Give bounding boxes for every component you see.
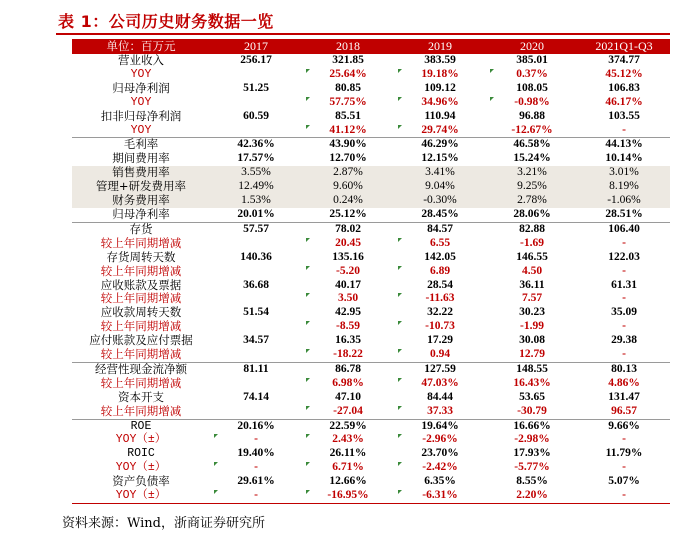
comment-marker-icon (398, 125, 402, 129)
value-cell (394, 237, 486, 251)
value-text: 47.03% (421, 376, 459, 389)
value-cell (302, 405, 394, 419)
value-cell: 61.31 (611, 278, 637, 291)
comment-marker-icon (398, 434, 402, 438)
table-row (72, 194, 670, 208)
value-cell (210, 265, 302, 279)
value-cell (210, 405, 302, 419)
value-cell: 110.94 (424, 109, 456, 122)
value-text: -2.42% (422, 461, 458, 474)
value-cell (210, 320, 302, 334)
comment-marker-icon (214, 434, 218, 438)
table-row (72, 292, 670, 306)
value-text: -27.04 (333, 404, 363, 417)
value-text: 57.75% (329, 95, 367, 108)
value-cell (210, 348, 302, 362)
value-cell: 57.57 (210, 222, 302, 236)
value-cell: -5.77% (514, 461, 550, 474)
value-text: 25.64% (329, 67, 367, 80)
value-text: 34.96% (421, 95, 459, 108)
comment-marker-icon (306, 406, 310, 410)
value-cell: - (622, 461, 626, 474)
comment-marker-icon (306, 69, 310, 73)
row-label: YOY (130, 123, 152, 137)
value-text: -6.31% (422, 489, 458, 502)
comment-marker-icon (490, 97, 494, 101)
row-label: ROIC (127, 447, 155, 461)
table-row (72, 489, 670, 503)
value-cell: 3.21% (486, 166, 578, 180)
value-cell: 140.36 (240, 250, 272, 263)
value-cell (302, 237, 394, 251)
value-cell: 44.13% (578, 138, 670, 152)
value-cell: 96.88 (519, 109, 545, 122)
value-cell: 8.19% (578, 180, 670, 194)
value-cell: 11.79% (605, 447, 643, 460)
row-label: 存货周转天数 (106, 249, 176, 264)
value-cell: - (622, 292, 626, 305)
value-cell (210, 96, 302, 110)
source-note: 资料来源：Wind，浙商证券研究所 (62, 516, 265, 531)
value-cell (302, 377, 394, 391)
value-text: - (254, 489, 258, 502)
value-cell (394, 461, 486, 475)
value-cell: 80.13 (578, 362, 670, 376)
value-cell (394, 348, 486, 362)
value-cell: -2.98% (514, 433, 550, 446)
row-label: 较上年同期增减 (100, 291, 182, 306)
value-cell (302, 489, 394, 503)
value-text: -16.95% (327, 489, 369, 502)
value-cell: 30.23 (519, 306, 545, 319)
value-cell: 17.29 (427, 334, 453, 347)
table-header-row (72, 39, 670, 54)
table-row (72, 377, 670, 391)
value-cell (394, 265, 486, 279)
value-cell: 135.16 (332, 250, 364, 263)
value-cell: 85.51 (335, 109, 361, 122)
table-row (72, 475, 670, 489)
value-cell: - (622, 433, 626, 446)
comment-marker-icon (398, 266, 402, 270)
value-cell: 53.65 (519, 390, 545, 403)
value-cell: 47.10 (335, 390, 361, 403)
value-cell (394, 320, 486, 334)
value-cell: 5.07% (608, 475, 640, 488)
value-cell: 82.88 (486, 222, 578, 236)
value-cell: 42.95 (335, 306, 361, 319)
value-text: 19.18% (421, 67, 459, 80)
value-cell: 51.54 (243, 306, 269, 319)
value-text: 6.98% (332, 376, 364, 389)
value-cell: 46.58% (486, 138, 578, 152)
value-cell: 12.15% (421, 152, 459, 165)
row-label: 归母净利率 (112, 206, 170, 221)
table-row (72, 166, 670, 180)
value-cell: 46.29% (394, 138, 486, 152)
comment-marker-icon (306, 378, 310, 382)
table-row (72, 265, 670, 279)
table-row (72, 391, 670, 405)
comment-marker-icon (306, 462, 310, 466)
value-cell: 3.01% (578, 166, 670, 180)
row-label: 较上年同期增减 (100, 235, 182, 250)
table-row (72, 110, 670, 124)
value-text: - (254, 461, 258, 474)
value-cell (394, 124, 486, 138)
value-cell: 28.51% (605, 207, 643, 220)
comment-marker-icon (306, 97, 310, 101)
comment-marker-icon (398, 321, 402, 325)
comment-marker-icon (214, 462, 218, 466)
value-cell (302, 124, 394, 138)
value-cell: 32.22 (427, 306, 453, 319)
row-label: 较上年同期增减 (100, 263, 182, 278)
value-cell (210, 461, 302, 475)
value-cell: 385.01 (516, 54, 548, 66)
value-cell: 60.59 (243, 109, 269, 122)
row-label: 较上年同期增减 (100, 319, 182, 334)
value-cell: - (622, 320, 626, 333)
value-cell: 374.77 (608, 54, 640, 66)
value-text: 37.33 (427, 404, 453, 417)
value-cell (486, 96, 578, 110)
value-cell: 3.55% (210, 166, 302, 180)
row-label: 经营性现金流净额 (72, 362, 210, 376)
financial-data-table (72, 39, 670, 504)
value-cell: 131.47 (608, 390, 640, 403)
value-cell: 78.02 (302, 222, 394, 236)
value-cell: 127.59 (394, 362, 486, 376)
value-cell: 35.09 (611, 306, 637, 319)
value-text: 3.50 (337, 292, 359, 305)
table-row (72, 208, 670, 222)
row-label: 营业收入 (118, 53, 164, 67)
value-cell: 81.11 (210, 362, 302, 376)
value-cell: 17.93% (513, 447, 551, 460)
row-label: 期间费用率 (112, 151, 170, 166)
value-cell (394, 377, 486, 391)
value-cell: 46.17% (605, 95, 643, 108)
table-row (72, 334, 670, 348)
comment-marker-icon (398, 293, 402, 297)
row-label: YOY (130, 95, 152, 109)
value-cell: 7.57 (521, 292, 543, 305)
value-cell: 8.55% (516, 475, 548, 488)
value-cell: 16.66% (486, 419, 578, 433)
table-row (72, 96, 670, 110)
value-cell (394, 292, 486, 306)
value-cell: 51.25 (243, 81, 269, 94)
value-cell: 84.57 (394, 222, 486, 236)
value-cell: 19.64% (394, 419, 486, 433)
value-cell: 103.55 (608, 109, 640, 122)
table-row (72, 362, 670, 376)
value-cell: -1.99 (520, 320, 544, 333)
value-cell: 45.12% (605, 67, 643, 80)
row-label: 较上年同期增减 (100, 403, 182, 418)
table-row (72, 419, 670, 433)
comment-marker-icon (398, 97, 402, 101)
value-cell: 146.55 (516, 250, 548, 263)
value-cell: 4.86% (608, 376, 640, 389)
comment-marker-icon (398, 378, 402, 382)
table-row (72, 279, 670, 293)
comment-marker-icon (398, 462, 402, 466)
value-cell: 26.11% (329, 447, 367, 460)
value-cell (210, 433, 302, 447)
table-row (72, 222, 670, 236)
value-cell: 106.83 (608, 81, 640, 94)
comment-marker-icon (398, 349, 402, 353)
value-cell: 29.38 (611, 334, 637, 347)
row-label: 毛利率 (72, 138, 210, 152)
value-cell: 30.08 (519, 334, 545, 347)
value-cell (210, 68, 302, 82)
value-cell: 4.50 (521, 264, 543, 277)
value-cell: 2.87% (302, 166, 394, 180)
title-rule (56, 33, 670, 35)
value-cell: 122.03 (608, 250, 640, 263)
value-cell: 15.24% (513, 152, 551, 165)
comment-marker-icon (490, 69, 494, 73)
row-label: YOY（±） (115, 461, 167, 475)
row-label: 存货 (72, 222, 210, 236)
value-text: 6.55 (429, 236, 451, 249)
row-label: YOY（±） (72, 489, 210, 503)
value-cell: -0.30% (394, 194, 486, 208)
comment-marker-icon (306, 266, 310, 270)
value-cell: 108.05 (516, 81, 548, 94)
value-cell (302, 265, 394, 279)
value-cell (302, 292, 394, 306)
value-text: 29.74% (421, 123, 459, 136)
value-cell: 34.57 (243, 334, 269, 347)
value-cell: -1.69 (520, 236, 544, 249)
row-label: YOY（±） (115, 433, 167, 447)
comment-marker-icon (214, 490, 218, 494)
value-text: 20.45 (335, 236, 361, 249)
comment-marker-icon (306, 434, 310, 438)
value-cell: 80.85 (335, 81, 361, 94)
value-text: 6.71% (332, 461, 364, 474)
unit-label: 单位：百万元 (72, 39, 210, 54)
value-cell: 16.35 (335, 334, 361, 347)
row-label: 资产负债率 (112, 474, 170, 489)
value-cell: 256.17 (240, 54, 272, 66)
comment-marker-icon (398, 69, 402, 73)
row-label: 归母净利润 (112, 80, 170, 95)
row-label: 资本开支 (118, 389, 164, 404)
row-label: 管理+研发费用率 (72, 180, 210, 194)
value-cell (394, 68, 486, 82)
value-cell: 43.90% (302, 138, 394, 152)
year-header: 2021Q1-Q3 (578, 39, 670, 54)
value-cell (210, 489, 302, 503)
value-cell: 148.55 (486, 362, 578, 376)
value-cell: -30.79 (517, 404, 547, 417)
value-cell (302, 348, 394, 362)
row-label: 较上年同期增减 (100, 375, 182, 390)
value-cell (486, 68, 578, 82)
value-cell: 0.24% (302, 194, 394, 208)
value-cell (210, 292, 302, 306)
value-cell (302, 68, 394, 82)
value-cell (210, 237, 302, 251)
value-cell: 2.78% (486, 194, 578, 208)
value-cell: 12.79 (519, 348, 545, 361)
table-row (72, 306, 670, 320)
value-cell: 12.70% (329, 152, 367, 165)
row-label: 财务费用率 (72, 194, 210, 208)
table-row (72, 320, 670, 334)
value-text: 0.37% (516, 67, 548, 80)
value-cell: 22.59% (302, 419, 394, 433)
row-label: 应收账款及票据 (100, 277, 182, 292)
table-row (72, 348, 670, 362)
year-header: 2020 (486, 39, 578, 54)
value-cell: -12.67% (511, 123, 553, 136)
value-cell: 16.43% (513, 376, 551, 389)
value-cell: 19.40% (237, 447, 275, 460)
value-cell (302, 320, 394, 334)
value-cell: 23.70% (421, 447, 459, 460)
value-cell: 28.06% (513, 207, 551, 220)
value-cell: 12.66% (329, 475, 367, 488)
value-cell (394, 405, 486, 419)
value-cell (394, 96, 486, 110)
row-label: 销售费用率 (72, 166, 210, 180)
value-cell: 142.05 (424, 250, 456, 263)
table-row (72, 152, 670, 166)
value-cell: 96.57 (611, 404, 637, 417)
value-cell: -1.06% (578, 194, 670, 208)
value-cell: 12.49% (210, 180, 302, 194)
value-cell (210, 377, 302, 391)
value-text: -18.22 (333, 348, 363, 361)
value-cell: 3.41% (394, 166, 486, 180)
value-cell: 86.78 (302, 362, 394, 376)
value-cell: 10.14% (605, 152, 643, 165)
value-text: -8.59 (336, 320, 360, 333)
value-cell: 383.59 (424, 54, 456, 66)
value-cell: 84.44 (427, 390, 453, 403)
value-cell: 20.01% (237, 207, 275, 220)
table-row (72, 405, 670, 419)
table-row (72, 138, 670, 152)
comment-marker-icon (306, 238, 310, 242)
table-title: 表 1：公司历史财务数据一览 (58, 12, 274, 31)
value-text: 2.43% (332, 433, 364, 446)
value-cell: 109.12 (424, 81, 456, 94)
value-cell: - (622, 264, 626, 277)
value-cell (302, 461, 394, 475)
comment-marker-icon (306, 490, 310, 494)
row-label: YOY (130, 67, 152, 81)
row-label: 扣非归母净利润 (100, 108, 182, 123)
value-cell (302, 433, 394, 447)
table-row (72, 82, 670, 96)
value-cell: 42.36% (210, 138, 302, 152)
year-header: 2018 (302, 39, 394, 54)
table-row (72, 54, 670, 68)
value-cell: 321.85 (332, 54, 364, 66)
value-cell: 25.12% (329, 207, 367, 220)
year-header: 2019 (394, 39, 486, 54)
value-text: - (254, 433, 258, 446)
value-text: 6.89 (429, 264, 451, 277)
table-row (72, 461, 670, 475)
value-cell (302, 96, 394, 110)
value-cell: - (622, 348, 626, 361)
value-text: 41.12% (329, 123, 367, 136)
table-row (72, 237, 670, 251)
value-cell (394, 489, 486, 503)
value-text: -2.96% (422, 433, 458, 446)
table-row (72, 124, 670, 138)
table-row (72, 447, 670, 461)
value-cell: 106.40 (578, 222, 670, 236)
value-cell: 29.61% (237, 475, 275, 488)
value-cell: 17.57% (237, 152, 275, 165)
value-cell: 20.16% (210, 419, 302, 433)
value-cell: 1.53% (210, 194, 302, 208)
comment-marker-icon (398, 406, 402, 410)
value-text: 0.94 (429, 348, 451, 361)
value-cell (394, 433, 486, 447)
value-cell: 36.11 (519, 278, 545, 291)
row-label: 应收款周转天数 (100, 305, 182, 320)
value-cell: 28.45% (421, 207, 459, 220)
comment-marker-icon (398, 490, 402, 494)
comment-marker-icon (306, 349, 310, 353)
value-cell: 9.66% (578, 419, 670, 433)
value-cell: 36.68 (243, 278, 269, 291)
value-cell: 2.20% (486, 489, 578, 503)
value-cell: 9.04% (394, 180, 486, 194)
comment-marker-icon (306, 321, 310, 325)
value-cell: - (622, 123, 626, 136)
value-cell (210, 124, 302, 138)
value-text: -0.98% (514, 95, 550, 108)
value-cell: 9.25% (486, 180, 578, 194)
row-label: ROE (72, 419, 210, 433)
row-label: 较上年同期增减 (100, 347, 182, 362)
table-row (72, 68, 670, 82)
value-cell: 28.54 (427, 278, 453, 291)
value-cell: - (578, 489, 670, 503)
value-cell: - (622, 236, 626, 249)
comment-marker-icon (306, 293, 310, 297)
value-cell: 9.60% (302, 180, 394, 194)
row-label: 应付账款及应付票据 (89, 333, 193, 348)
value-text: -5.20 (336, 264, 360, 277)
value-cell: 40.17 (335, 278, 361, 291)
comment-marker-icon (398, 238, 402, 242)
value-cell: 6.35% (424, 475, 456, 488)
comment-marker-icon (306, 125, 310, 129)
value-cell: 74.14 (243, 390, 269, 403)
value-text: -11.63 (425, 292, 455, 305)
table-row (72, 251, 670, 265)
table-row (72, 433, 670, 447)
value-text: -10.73 (425, 320, 455, 333)
year-header: 2017 (210, 39, 302, 54)
table-row (72, 180, 670, 194)
